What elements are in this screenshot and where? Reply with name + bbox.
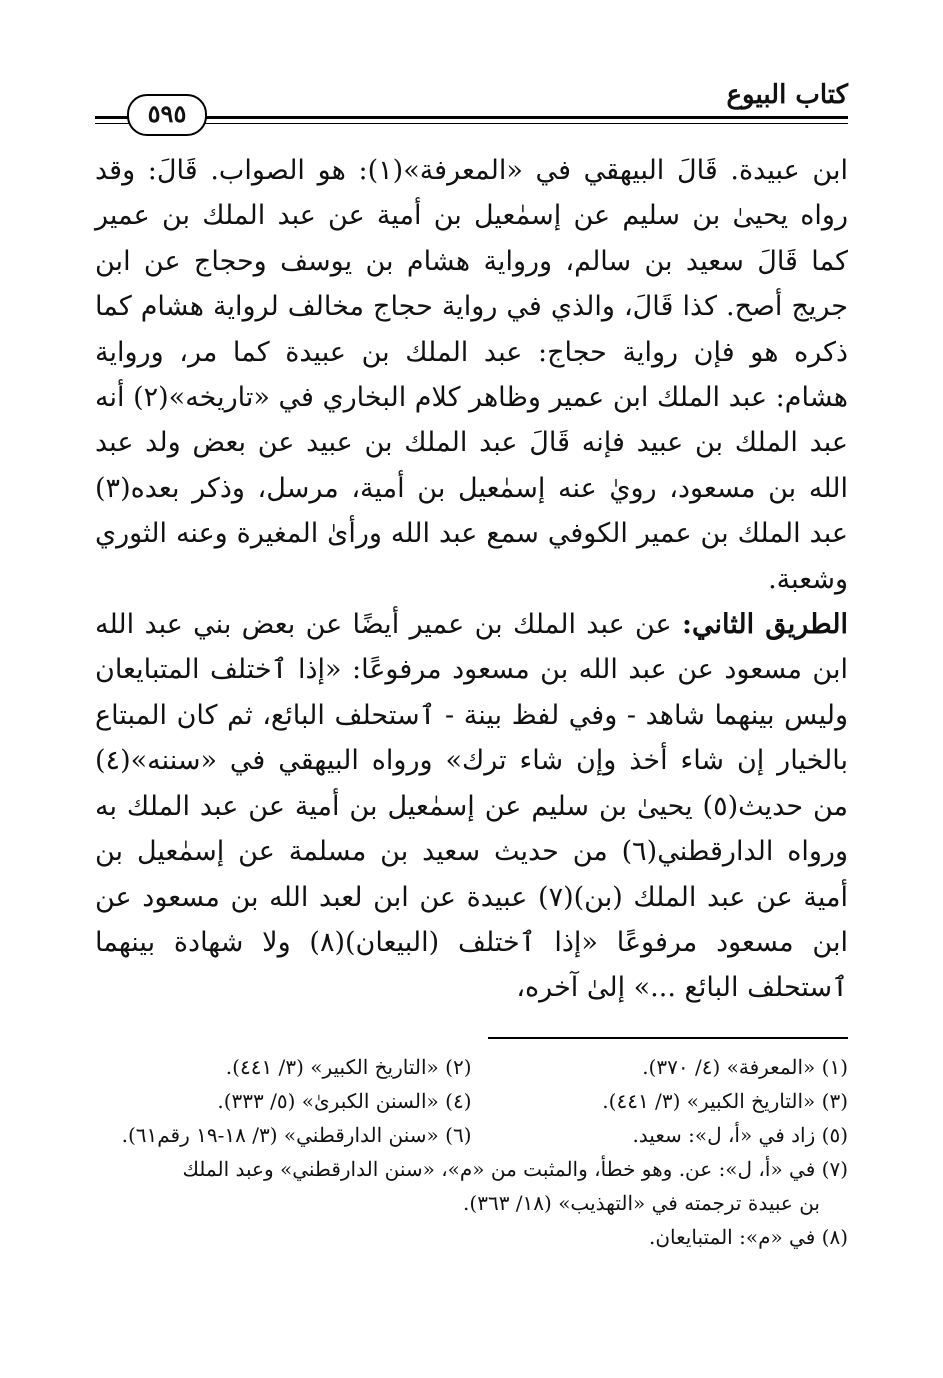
header-rule-thin <box>95 123 848 124</box>
footnote-2: (٢) «التاريخ الكبير» (٣/ ٤٤١). <box>225 1055 472 1079</box>
main-text <box>95 148 848 1011</box>
footnotes <box>95 1050 848 1254</box>
section-heading: الطريق الثاني: <box>681 609 848 641</box>
footnote-row <box>95 1050 848 1084</box>
header-rule <box>95 116 848 119</box>
footnote-row <box>95 1084 848 1118</box>
running-header <box>95 78 848 138</box>
paragraph: ابن عبيدة. قَالَ البيهقي في «المعرفة»(١): هو الصواب. قَالَ: وقد رواه يحيىٰ بن سليم عن إسمٰعيل بن أمية عن عبد الملك بن عمير كما قَالَ سعيد بن سالم، ورواية هشام بن يوسف وحجاج عن ابن جريج أصح. كذا قَالَ، والذي في رواية حجاج مخالف لرواية هشام كما ذكره هو فإن رواية حجاج: عبد الملك بن عبيدة كما مر، ورواية هشام: عبد الملك ابن عمير وظاهر كلام البخاري في «تاريخه»(٢) أنه عبد الملك بن عبيد فإنه قَالَ عبد الملك بن عبيد عن بعض ولد عبد الله بن مسعود، رويٰ عنه إسمٰعيل بن أمية، مرسل، وذكر بعده(٣) عبد الملك بن عمير الكوفي سمع عبد الله ورأىٰ المغيرة وعنه الثوري وشعبة. <box>95 155 849 595</box>
paragraph <box>95 602 848 1011</box>
footnote-7: (٧) في «أ، ل»: عن. وهو خطأ، والمثبت من «م»، «سنن الدارقطني» وعبد الملك <box>182 1157 848 1181</box>
footnote-4: (٤) «السنن الكبرىٰ» (٥/ ٣٣٣). <box>217 1089 472 1113</box>
footnote-1: (١) «المعرفة» (٤/ ٣٧٠). <box>642 1055 848 1079</box>
footnote-7-continuation: بن عبيدة ترجمته في «التهذيب» (١٨/ ٣٦٣). <box>463 1191 820 1215</box>
running-title: كتاب البيوع <box>726 80 848 110</box>
footnote-3: (٣) «التاريخ الكبير» (٣/ ٤٤١). <box>602 1089 848 1113</box>
page-number: ٥٩٥ <box>127 94 207 136</box>
footnote-6: (٦) «سنن الدارقطني» (٣/ ١٨-١٩ رقم٦١). <box>121 1123 472 1147</box>
paragraph-text: عن عبد الملك بن عمير أيضًا عن بعض بني عبد الله ابن مسعود عن عبد الله بن مسعود مرفوعًا: «إذا ٱختلف المتبايعان وليس بينهما شاهد - وفي لفظ بينة - ٱستحلف البائع، ثم كان المبتاع بالخيار إن شاء أخذ وإن شاء ترك» ورواه البيهقي في «سننه»(٤) من حديث(٥) يحيىٰ بن سليم عن إسمٰعيل بن أمية عن عبد الملك به ورواه الدارقطني(٦) من حديث سعيد بن مسلمة عن إسمٰعيل بن أمية عن عبد الملك (بن)(٧) عبيدة عن ابن لعبد الله بن مسعود عن ابن مسعود مرفوعًا «إذا ٱختلف (البيعان)(٨) ولا شهادة بينهما ٱستحلف البائع ...» إلىٰ آخره، <box>95 609 849 1004</box>
footnote-row <box>95 1118 848 1152</box>
footnote-5: (٥) زاد في «أ، ل»: سعيد. <box>632 1123 848 1147</box>
footnote-separator <box>488 1037 848 1039</box>
footnote-8: (٨) في «م»: المتبايعان. <box>649 1225 848 1249</box>
